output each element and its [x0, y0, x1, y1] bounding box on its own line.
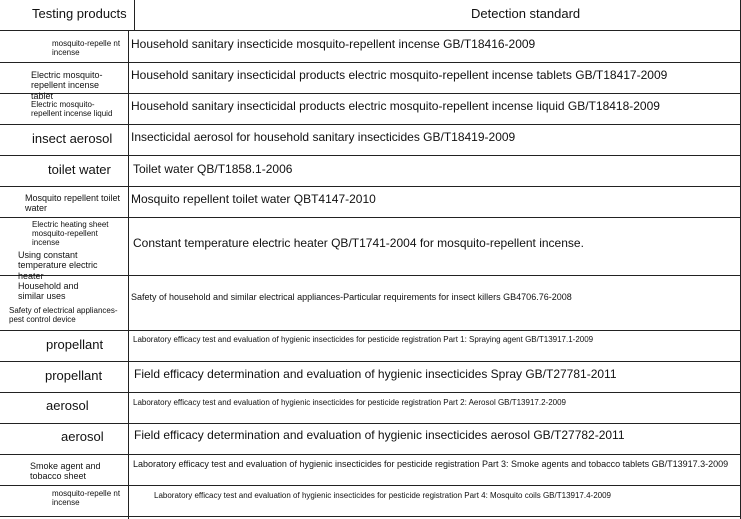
row-divider: [0, 186, 741, 187]
standard-cell: Household sanitary insecticidal products electric mosquito-repellent incense liquid GB/T18418-2009: [131, 100, 660, 113]
product-cell-secondary: Safety of electrical appliances-pest control device: [9, 306, 118, 325]
row-divider: [0, 330, 741, 331]
product-cell: Mosquito repellent toilet water: [25, 193, 121, 214]
product-cell: Household and similar uses: [18, 281, 79, 302]
standard-cell: Field efficacy determination and evaluation of hygienic insecticides aerosol GB/T27782-2011: [134, 429, 625, 442]
product-cell: propellant: [46, 338, 104, 352]
product-cell: toilet water: [48, 163, 111, 177]
row-divider: [0, 392, 741, 393]
row-divider: [0, 217, 741, 218]
header-product: Testing products: [32, 7, 127, 21]
product-cell: insect aerosol: [32, 132, 113, 146]
row-divider: [0, 361, 741, 362]
product-cell: Electric heating sheet mosquito-repellent incense: [32, 220, 109, 248]
header-standard: Detection standard: [471, 7, 581, 21]
product-cell: aerosol: [61, 430, 104, 444]
standard-cell: Mosquito repellent toilet water QBT4147-2010: [131, 193, 376, 206]
standard-cell: Laboratory efficacy test and evaluation of hygienic insecticides for pesticide registration Part 3: Smoke agents and tobacco tablets GB/T13917.3-2009: [133, 459, 729, 469]
row-divider: [0, 454, 741, 455]
standard-cell: Toilet water QB/T1858.1-2006: [133, 163, 293, 176]
row-divider: [0, 423, 741, 424]
standard-cell: Safety of household and similar electrical appliances-Particular requirements for insect killers GB4706.76-2008: [131, 292, 572, 302]
product-cell: Electric mosquito-repellent incense liquid: [31, 100, 113, 119]
standard-cell: Field efficacy determination and evaluation of hygienic insecticides Spray GB/T27781-2011: [134, 368, 617, 381]
row-divider: [0, 485, 741, 486]
row-divider: [0, 516, 741, 517]
row-divider: [0, 155, 741, 156]
product-cell: mosquito-repelle nt incense: [52, 489, 121, 508]
standard-cell: Laboratory efficacy test and evaluation of hygienic insecticides for pesticide registration Part 2: Aerosol GB/T13917.2-2009: [133, 398, 566, 407]
standard-cell: Laboratory efficacy test and evaluation of hygienic insecticides for pesticide registration Part 1: Spraying agent GB/T13917.1-2009: [133, 335, 594, 344]
product-cell: propellant: [45, 369, 103, 383]
standard-cell: Insecticidal aerosol for household sanitary insecticides GB/T18419-2009: [131, 131, 516, 144]
product-cell: Smoke agent and tobacco sheet: [30, 461, 101, 482]
row-divider: [0, 30, 741, 31]
standard-cell: Household sanitary insecticidal products electric mosquito-repellent incense tablets GB/T18417-2009: [131, 69, 668, 82]
product-cell: aerosol: [46, 399, 89, 413]
product-cell-secondary: Using constant temperature electric heater: [18, 250, 98, 281]
row-divider: [0, 62, 741, 63]
product-cell: mosquito-repelle nt incense: [52, 39, 121, 58]
standard-cell: Constant temperature electric heater QB/T1741-2004 for mosquito-repellent incense.: [133, 237, 584, 250]
product-cell: Electric mosquito-repellent incense tablet: [31, 70, 103, 101]
row-divider: [0, 124, 741, 125]
column-divider: [134, 0, 135, 30]
standard-cell: Household sanitary insecticide mosquito-repellent incense GB/T18416-2009: [131, 38, 536, 51]
standard-cell: Laboratory efficacy test and evaluation of hygienic insecticides for pesticide registration Part 4: Mosquito coils GB/T13917.4-2009: [154, 491, 611, 500]
